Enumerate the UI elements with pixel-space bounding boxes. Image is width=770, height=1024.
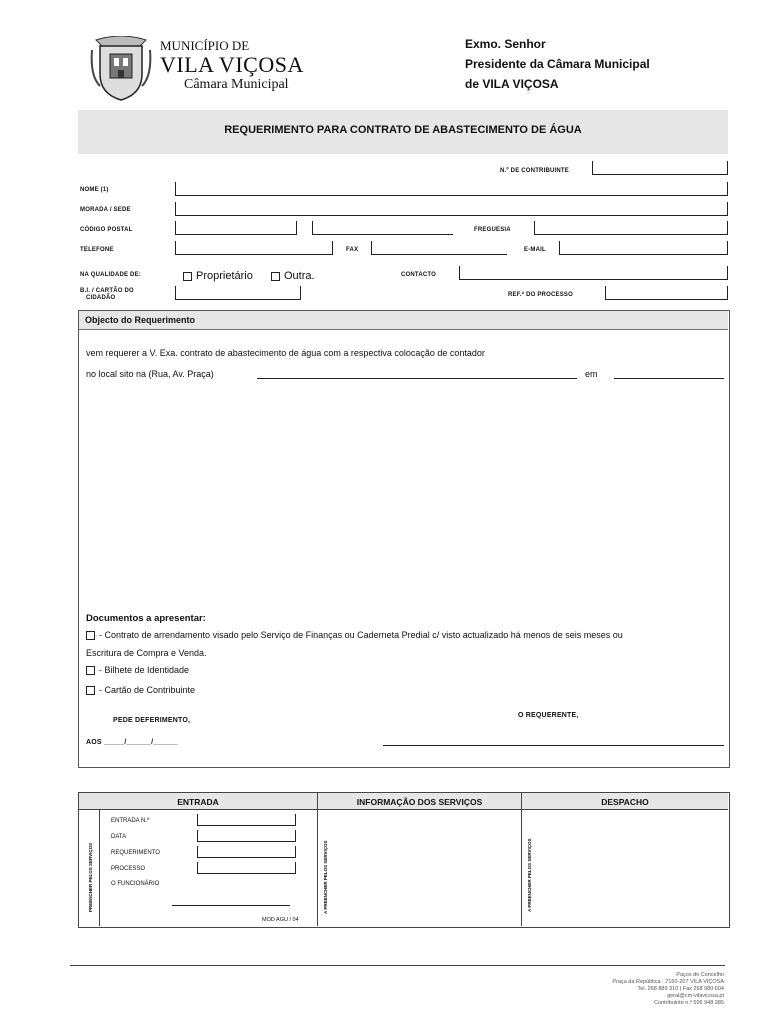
camara-label: Câmara Municipal [184,77,289,92]
contribuinte-field[interactable] [592,161,728,175]
form-title: REQUERIMENTO PARA CONTRATO DE ABASTECIMENTO DE ÁGUA [224,124,582,136]
codigo-postal-field-1[interactable] [175,221,297,235]
fax-label: FAX [346,247,359,253]
data-label: DATA [111,834,127,840]
email-label: E-MAIL [524,247,546,253]
doc-item-1[interactable] [86,630,623,640]
em-line[interactable] [614,378,724,379]
doc-item-3[interactable] [86,685,195,695]
qualidade-label: NA QUALIDADE DE: [80,272,141,278]
email-field[interactable] [559,241,728,255]
col-divider-1 [317,793,318,926]
doc-item-2[interactable] [86,665,189,675]
objecto-line1: vem requerer a V. Exa. contrato de abastecimento de água com a respectiva colocação de contador [86,348,485,358]
footer-line1: Paços do Concelho [676,972,724,978]
footer-line2: Praça da República · 7160-207 VILA VIÇOSA [612,979,724,985]
despacho-header: DESPACHO [601,797,649,807]
morada-field[interactable] [175,202,728,216]
footer-line3: Tel. 268 889 310 | Fax 268 980 604 [637,986,724,992]
municipal-crest [90,36,152,102]
codigo-postal-field-2[interactable] [312,221,453,235]
entrada-n-label: ENTRADA N.º [111,818,150,824]
proprietario-checkbox[interactable] [183,272,192,281]
requerimento-label: REQUERIMENTO [111,850,160,856]
footer-line5: Contribuinte n.º 506 948 285 [654,1000,724,1006]
doc-item-1b: Escritura de Compra e Venda. [86,648,207,658]
funcionario-line[interactable] [172,905,290,906]
footer-rule [70,965,725,966]
signature-line[interactable] [383,745,724,746]
nome-field[interactable] [175,182,728,196]
requerente-label: O REQUERENTE, [518,712,579,719]
freguesia-label: FREGUESIA [474,227,511,233]
fax-field[interactable] [371,241,507,255]
freguesia-field[interactable] [534,221,728,235]
addressee-line3: de VILA VIÇOSA [465,77,559,91]
contacto-field[interactable] [459,266,728,280]
ref-processo-label: REF.ª DO PROCESSO [508,292,573,298]
addressee-line2: Presidente da Câmara Municipal [465,57,650,71]
footer-address [612,972,724,1007]
bi-label-1: B.I. / CARTÃO DO [80,288,134,294]
doc1-label: - Contrato de arrendamento visado pelo Serviço de Finanças ou Caderneta Predial c/ visto actualizado há menos de seis meses ou [99,630,623,640]
documentos-heading: Documentos a apresentar: [86,613,206,624]
doc3-label: - Cartão de Contribuinte [99,685,196,695]
aos-date[interactable]: AOS _____/______/______ [86,739,178,746]
outra-checkbox[interactable] [271,272,280,281]
outra-label: Outra. [284,270,315,282]
option-proprietario[interactable] [183,270,253,282]
objecto-heading: Objecto do Requerimento [85,315,196,325]
telefone-label: TELEFONE [80,247,114,253]
entrada-header: ENTRADA [177,797,219,807]
mod-code: MOD AGU / 04 [262,917,299,923]
contribuinte-label: N.º DE CONTRIBUINTE [500,168,569,174]
contacto-label: CONTACTO [401,272,437,278]
informacao-vertical-label: A PREENCHER PELOS SERVIÇOS [323,840,328,914]
morada-label: MORADA / SEDE [80,207,131,213]
entrada-side-divider [99,810,100,926]
informacao-header: INFORMAÇÃO DOS SERVIÇOS [356,797,483,807]
entrada-n-field[interactable] [197,814,296,826]
ref-processo-field[interactable] [605,286,728,300]
data-field[interactable] [197,830,296,842]
col-divider-2 [521,793,522,926]
despacho-vertical-label: A PREENCHER PELOS SERVIÇOS [527,838,532,912]
doc1-checkbox[interactable] [86,631,95,640]
requerimento-field[interactable] [197,846,296,858]
doc3-checkbox[interactable] [86,686,95,695]
option-outra[interactable] [271,270,315,282]
municipio-label: MUNICÍPIO DE [160,38,250,53]
objecto-heading-bar [79,311,728,330]
telefone-field[interactable] [175,241,333,255]
processo-field[interactable] [197,862,296,874]
em-label: em [585,369,598,379]
addressee-line1: Exmo. Senhor [465,37,546,51]
services-table [78,792,730,928]
bi-field[interactable] [175,286,301,300]
nome-label: NOME (1) [80,187,109,193]
processo-label: PROCESSO [111,866,146,872]
doc2-label: - Bilhete de Identidade [99,665,190,675]
doc2-checkbox[interactable] [86,666,95,675]
pede-deferimento: PEDE DEFERIMENTO, [113,717,191,724]
town-name: VILA VIÇOSA [160,52,304,77]
objecto-line2: no local sito na (Rua, Av. Praça) [86,369,214,379]
entrada-vertical-label: PREENCHER PELOS SERVIÇOS [88,842,93,912]
footer-line4: geral@cm-vilavicosa.pt [667,993,724,999]
proprietario-label: Proprietário [196,270,253,282]
title-band [78,110,728,154]
codigo-postal-label: CÓDIGO POSTAL [80,227,133,233]
local-line[interactable] [257,378,577,379]
bi-label-2: CIDADÃO [86,295,116,301]
funcionario-label: O FUNCIONÁRIO [111,881,160,887]
